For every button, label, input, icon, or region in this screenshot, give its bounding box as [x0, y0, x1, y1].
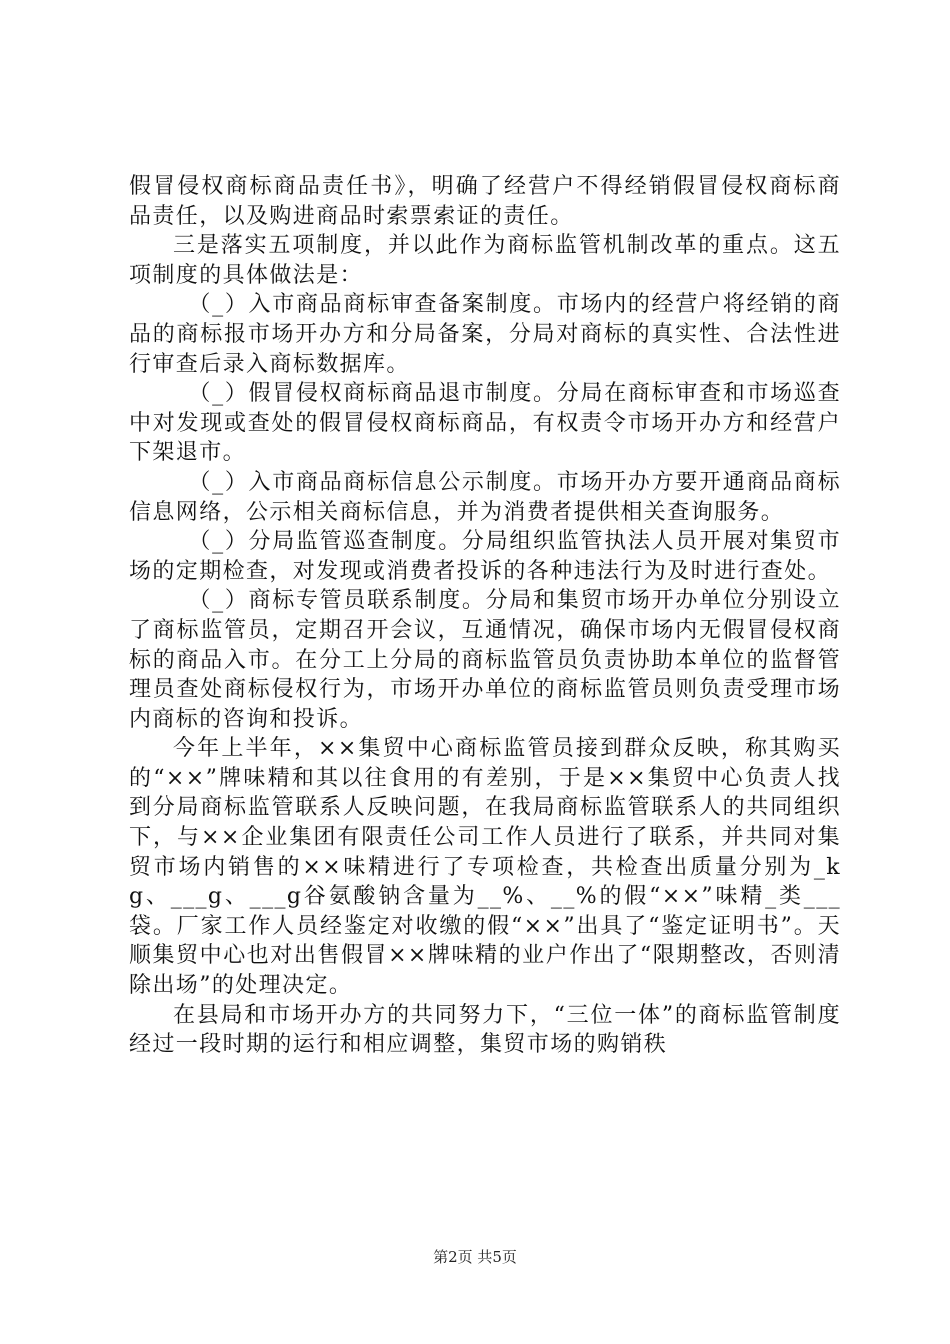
paragraph-continuation: 假冒侵权商标商品责任书》，明确了经营户不得经销假冒侵权商标商品责任，以及购进商品时索票索证的责任。: [129, 174, 841, 229]
paragraph-system-1: （_）入市商品商标审查备案制度。市场内的经营户将经销的商品的商标报市场开办方和分局备案，分局对商标的真实性、合法性进行审查后录入商标数据库。: [129, 292, 841, 377]
paragraph-conclusion: 在县局和市场开办方的共同努力下，“三位一体”的商标监管制度经过一段时期的运行和相应调整，集贸市场的购销秩: [129, 1002, 841, 1058]
paragraph-system-4: （_）分局监管巡查制度。分局组织监管执法人员开展对集贸市场的定期检查，对发现或消费者投诉的各种违法行为及时进行查处。: [129, 529, 841, 584]
paragraph-system-2: （_）假冒侵权商标商品退市制度。分局在商标审查和市场巡查中对发现或查处的假冒侵权商标商品，有权责令市场开办方和经营户下架退市。: [129, 381, 841, 466]
paragraph-system-3: （_）入市商品商标信息公示制度。市场开办方要开通商品商标信息网络，公示相关商标信息，并为消费者提供相关查询服务。: [129, 469, 841, 525]
paragraph-case-example: 今年上半年，××集贸中心商标监管员接到群众反映，称其购买的“××”牌味精和其以往食用的有差别，于是××集贸中心负责人找到分局商标监管联系人反映问题，在我局商标监管联系人的共同组织下，与××企业集团有限责任公司工作人员进行了联系，并共同对集贸市场内销售的××味精进行了专项检查，共检查出质量分别为_kg、___g、___g谷氨酸钠含量为__%、__%的假“××”味精_类___袋。厂家工作人员经鉴定对收缴的假“××”出具了“鉴定证明书”。天顺集贸中心也对出售假冒××牌味精的业户作出了“限期整改，否则清除出场”的处理决定。: [129, 736, 841, 999]
paragraph-five-systems-intro: 三是落实五项制度，并以此作为商标监管机制改革的重点。这五项制度的具体做法是：: [129, 233, 841, 288]
page-number-footer: 第2页 共5页: [433, 1248, 517, 1266]
paragraph-system-5: （_）商标专管员联系制度。分局和集贸市场开办单位分别设立了商标监管员，定期召开会议，互通情况，确保市场内无假冒侵权商标的商品入市。在分工上分局的商标监管员负责协助本单位的监督管理员查处商标侵权行为，市场开办单位的商标监管员则负责受理市场内商标的咨询和投诉。: [129, 588, 841, 732]
document-body: [129, 172, 841, 1060]
